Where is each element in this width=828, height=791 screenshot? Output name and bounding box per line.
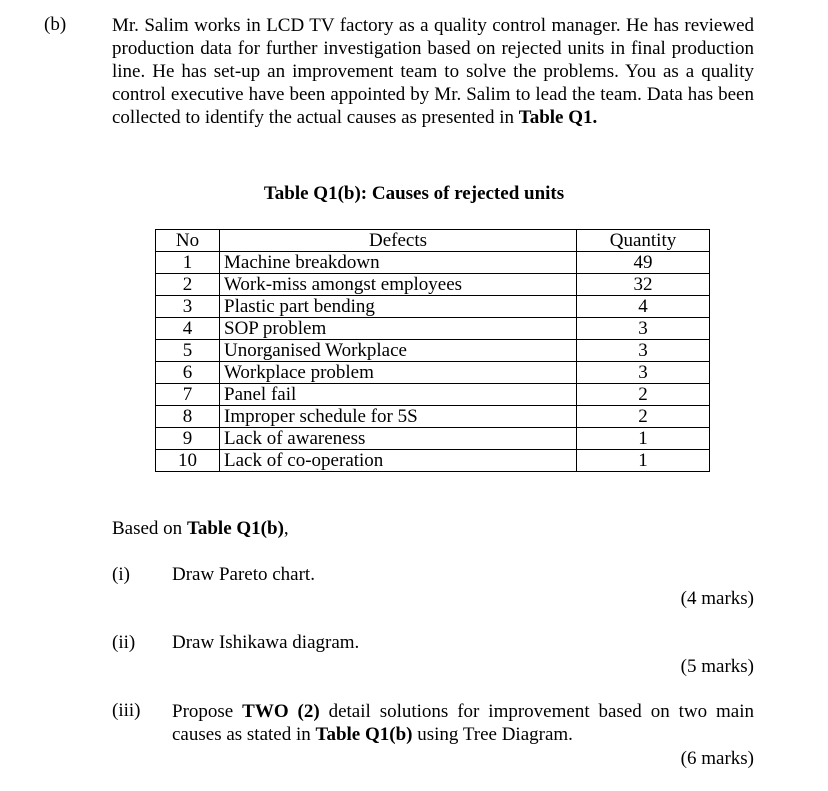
item-text: Draw Pareto chart.: [172, 564, 315, 585]
row-defect: Lack of awareness: [220, 428, 577, 450]
table-row: [156, 450, 710, 472]
row-no: 5: [156, 340, 220, 362]
row-defect: Work-miss amongst employees: [220, 274, 577, 296]
row-quantity: 2: [577, 384, 710, 406]
row-quantity: 3: [577, 340, 710, 362]
item-number: (iii): [112, 700, 141, 721]
row-quantity: 1: [577, 428, 710, 450]
row-quantity: 1: [577, 450, 710, 472]
row-defect: Panel fail: [220, 384, 577, 406]
row-defect: Improper schedule for 5S: [220, 406, 577, 428]
item-text-part: detail solutions for improvement based on two main causes as stated in: [172, 701, 755, 745]
item-text-part: Propose: [172, 701, 243, 722]
table-header-row: [156, 230, 710, 252]
row-quantity: 4: [577, 296, 710, 318]
row-defect: SOP problem: [220, 318, 577, 340]
table-row: [156, 362, 710, 384]
row-no: 2: [156, 274, 220, 296]
item-text: [172, 700, 754, 746]
row-no: 8: [156, 406, 220, 428]
header-no: No: [156, 230, 220, 252]
item-number: (ii): [112, 632, 136, 653]
row-no: 4: [156, 318, 220, 340]
row-no: 9: [156, 428, 220, 450]
item-marks: (5 marks): [680, 656, 754, 677]
row-defect: Lack of co-operation: [220, 450, 577, 472]
table-caption: Table Q1(b): Causes of rejected units: [263, 183, 565, 204]
item-text-bold: TWO (2): [242, 701, 320, 722]
row-no: 10: [156, 450, 220, 472]
based-on-text: Based on: [112, 518, 187, 539]
row-no: 1: [156, 252, 220, 274]
row-no: 6: [156, 362, 220, 384]
row-quantity: 3: [577, 318, 710, 340]
table-row: [156, 296, 710, 318]
defects-table: [155, 229, 710, 472]
question-paragraph: [112, 14, 754, 129]
row-defect: Unorganised Workplace: [220, 340, 577, 362]
row-quantity: 2: [577, 406, 710, 428]
item-text: Draw Ishikawa diagram.: [172, 632, 360, 653]
table-row: [156, 340, 710, 362]
row-defect: Workplace problem: [220, 362, 577, 384]
paragraph-text: Mr. Salim works in LCD TV factory as a quality control manager. He has reviewed production data for further investigation based on rejected units in final production line. He has set-up an improvement team to solve the problems. You as a quality control executive have been appointed by Mr. Salim to lead the team. Data has been collected to identify the actual causes as presented in: [112, 15, 754, 128]
item-text-table-ref: Table Q1(b): [315, 724, 413, 745]
table-row: [156, 274, 710, 296]
header-quantity: Quantity: [577, 230, 710, 252]
row-defect: Machine breakdown: [220, 252, 577, 274]
table-row: [156, 406, 710, 428]
table-row: [156, 428, 710, 450]
based-on-line: [112, 518, 289, 540]
item-number: (i): [112, 564, 130, 585]
row-quantity: 32: [577, 274, 710, 296]
question-label: (b): [44, 14, 67, 35]
row-quantity: 3: [577, 362, 710, 384]
item-marks: (4 marks): [680, 588, 754, 609]
table-row: [156, 384, 710, 406]
row-no: 3: [156, 296, 220, 318]
table-row: [156, 252, 710, 274]
table-row: [156, 318, 710, 340]
based-on-comma: ,: [283, 518, 289, 539]
row-no: 7: [156, 384, 220, 406]
row-quantity: 49: [577, 252, 710, 274]
based-on-table-ref: Table Q1(b): [186, 518, 284, 539]
paragraph-table-ref: Table Q1.: [518, 107, 598, 128]
item-marks: (6 marks): [680, 748, 754, 769]
item-text-part: using Tree Diagram.: [412, 724, 573, 745]
header-defects: Defects: [220, 230, 577, 252]
row-defect: Plastic part bending: [220, 296, 577, 318]
